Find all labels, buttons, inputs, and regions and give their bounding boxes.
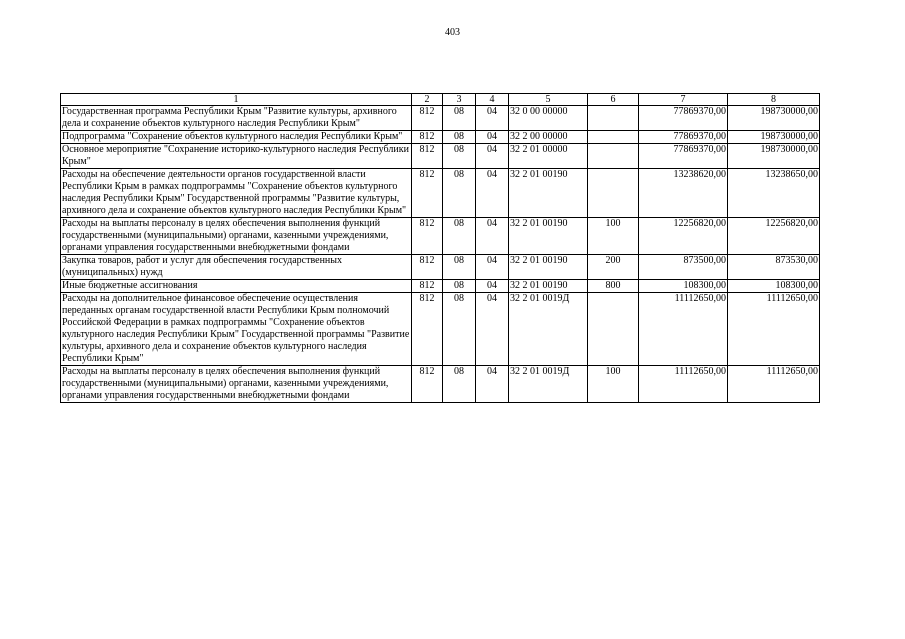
header-cell-8: 8 (728, 94, 820, 106)
table-row (61, 169, 820, 218)
ministry-code: 812 (412, 255, 443, 280)
section-code: 08 (443, 293, 476, 366)
section-code: 08 (443, 131, 476, 144)
ministry-code: 812 (412, 218, 443, 255)
amount-col-7: 11112650,00 (639, 366, 728, 403)
page-number: 403 (445, 27, 460, 38)
section-code: 08 (443, 144, 476, 169)
item-name: Государственная программа Республики Крым "Развитие культуры, архивного дела и сохранение объектов культурного наследия Республики Крым" (61, 106, 412, 131)
table-row (61, 255, 820, 280)
subsection-code: 04 (476, 366, 509, 403)
amount-col-8: 11112650,00 (728, 366, 820, 403)
table-row (61, 280, 820, 293)
amount-col-8: 873530,00 (728, 255, 820, 280)
expense-type-code (588, 169, 639, 218)
item-name: Иные бюджетные ассигнования (61, 280, 412, 293)
ministry-code: 812 (412, 131, 443, 144)
ministry-code: 812 (412, 169, 443, 218)
subsection-code: 04 (476, 106, 509, 131)
expense-type-code: 200 (588, 255, 639, 280)
target-code: 32 2 01 0019Д (509, 366, 588, 403)
subsection-code: 04 (476, 169, 509, 218)
table-row (61, 106, 820, 131)
ministry-code: 812 (412, 366, 443, 403)
header-row (61, 94, 820, 106)
item-name: Расходы на дополнительное финансовое обеспечение осуществления переданных органам государственной власти Республики Крым полномочий Российской Федерации в рамках подпрограммы "Сохранение объектов культурного наследия Республики Крым" Государственной программы "Развитие культуры, архивного дела и сохранение объектов культурного наследия Республики Крым" (61, 293, 412, 366)
target-code: 32 2 01 00190 (509, 280, 588, 293)
header-cell-6: 6 (588, 94, 639, 106)
expense-type-code (588, 131, 639, 144)
target-code: 32 2 01 00190 (509, 169, 588, 218)
expense-type-code (588, 106, 639, 131)
item-name: Подпрограмма "Сохранение объектов культурного наследия Республики Крым" (61, 131, 412, 144)
table-row (61, 131, 820, 144)
ministry-code: 812 (412, 293, 443, 366)
amount-col-8: 198730000,00 (728, 131, 820, 144)
amount-col-8: 13238650,00 (728, 169, 820, 218)
header-cell-3: 3 (443, 94, 476, 106)
expense-type-code (588, 293, 639, 366)
item-name: Основное мероприятие "Сохранение историко-культурного наследия Республики Крым" (61, 144, 412, 169)
ministry-code: 812 (412, 106, 443, 131)
target-code: 32 0 00 00000 (509, 106, 588, 131)
item-name: Расходы на обеспечение деятельности органов государственной власти Республики Крым в рамках подпрограммы "Сохранение объектов культурного наследия Республики Крым" Государственной программы "Развитие культуры, архивного дела и сохранение объектов культурного наследия Республики Крым" (61, 169, 412, 218)
section-code: 08 (443, 218, 476, 255)
target-code: 32 2 01 0019Д (509, 293, 588, 366)
subsection-code: 04 (476, 293, 509, 366)
subsection-code: 04 (476, 255, 509, 280)
table-row (61, 293, 820, 366)
amount-col-7: 108300,00 (639, 280, 728, 293)
amount-col-8: 198730000,00 (728, 144, 820, 169)
item-name: Расходы на выплаты персоналу в целях обеспечения выполнения функций государственными (муниципальными) органами, казенными учреждениями, органами управления государственными внебюджетными фондами (61, 366, 412, 403)
expense-type-code (588, 144, 639, 169)
subsection-code: 04 (476, 144, 509, 169)
header-cell-4: 4 (476, 94, 509, 106)
amount-col-8: 108300,00 (728, 280, 820, 293)
amount-col-8: 198730000,00 (728, 106, 820, 131)
target-code: 32 2 01 00000 (509, 144, 588, 169)
table-row (61, 366, 820, 403)
budget-table (60, 93, 820, 403)
item-name: Закупка товаров, работ и услуг для обеспечения государственных (муниципальных) нужд (61, 255, 412, 280)
section-code: 08 (443, 255, 476, 280)
header-cell-1: 1 (61, 94, 412, 106)
amount-col-7: 77869370,00 (639, 144, 728, 169)
amount-col-7: 77869370,00 (639, 106, 728, 131)
section-code: 08 (443, 280, 476, 293)
expense-type-code: 800 (588, 280, 639, 293)
target-code: 32 2 01 00190 (509, 218, 588, 255)
amount-col-7: 77869370,00 (639, 131, 728, 144)
section-code: 08 (443, 106, 476, 131)
section-code: 08 (443, 366, 476, 403)
subsection-code: 04 (476, 280, 509, 293)
expense-type-code: 100 (588, 218, 639, 255)
amount-col-7: 873500,00 (639, 255, 728, 280)
amount-col-8: 12256820,00 (728, 218, 820, 255)
expense-type-code: 100 (588, 366, 639, 403)
target-code: 32 2 00 00000 (509, 131, 588, 144)
subsection-code: 04 (476, 218, 509, 255)
table-row (61, 218, 820, 255)
header-cell-5: 5 (509, 94, 588, 106)
item-name: Расходы на выплаты персоналу в целях обеспечения выполнения функций государственными (муниципальными) органами, казенными учреждениями, органами управления государственными внебюджетными фондами (61, 218, 412, 255)
amount-col-7: 13238620,00 (639, 169, 728, 218)
header-cell-2: 2 (412, 94, 443, 106)
amount-col-8: 11112650,00 (728, 293, 820, 366)
ministry-code: 812 (412, 144, 443, 169)
amount-col-7: 12256820,00 (639, 218, 728, 255)
ministry-code: 812 (412, 280, 443, 293)
header-cell-7: 7 (639, 94, 728, 106)
amount-col-7: 11112650,00 (639, 293, 728, 366)
target-code: 32 2 01 00190 (509, 255, 588, 280)
section-code: 08 (443, 169, 476, 218)
subsection-code: 04 (476, 131, 509, 144)
table-row (61, 144, 820, 169)
